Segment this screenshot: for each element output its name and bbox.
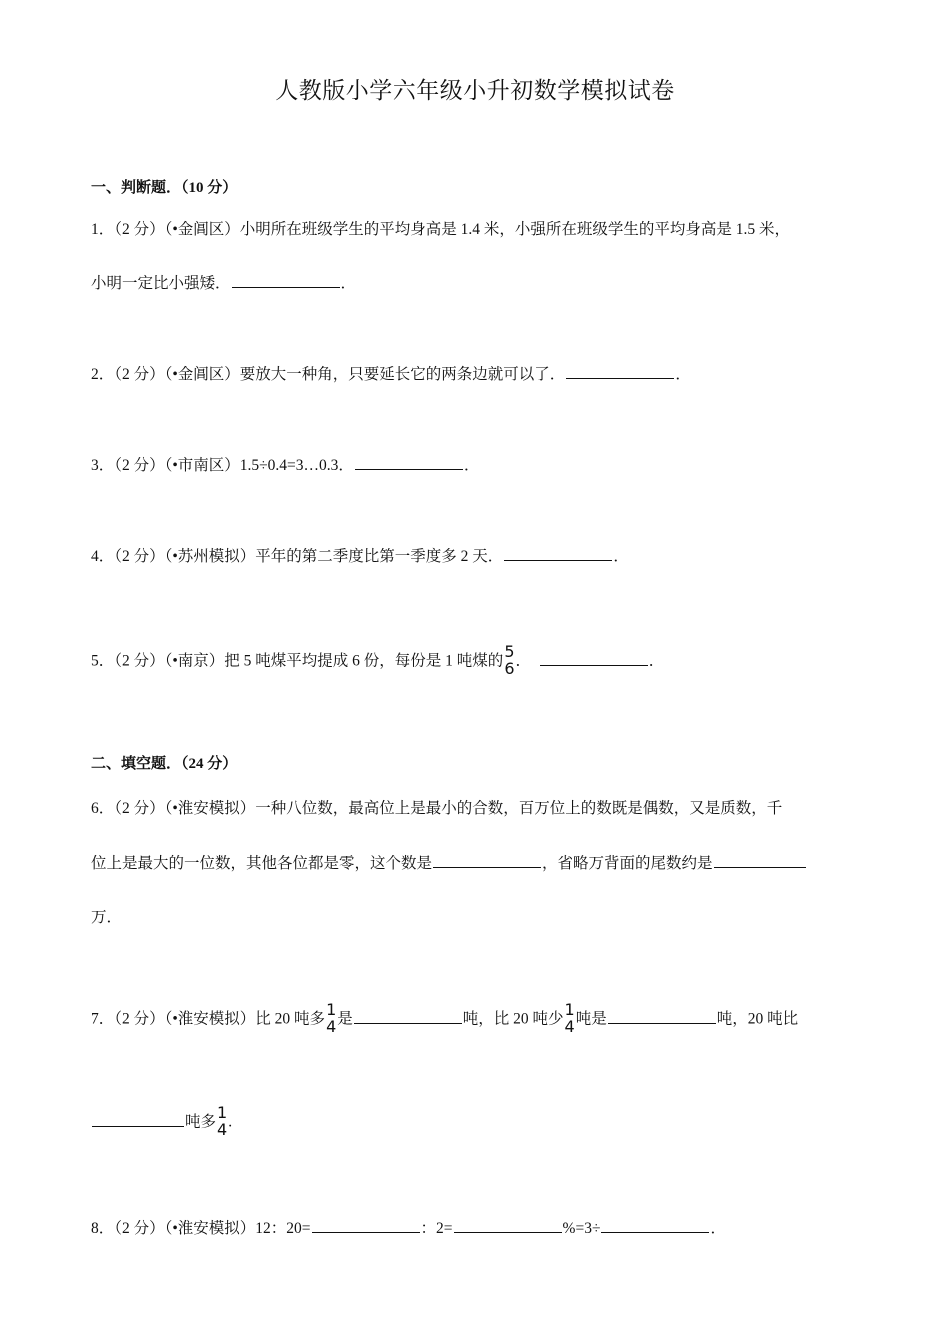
- punctuation: .: [228, 1113, 233, 1131]
- punctuation: ．: [515, 652, 532, 670]
- question-1-line-1: 1．（2 分）（•金阊区）小明所在班级学生的平均身高是 1.4 米，小强所在班级学生的平均身高是 1.5 米，: [91, 221, 791, 238]
- question-7-text: 7．（2 分）（•淮安模拟）比 20 吨多: [91, 1010, 326, 1028]
- answer-blank[interactable]: [504, 546, 612, 561]
- answer-blank[interactable]: [454, 1218, 562, 1233]
- question-7-text: 吨是: [575, 1010, 607, 1028]
- fraction-numerator: 1: [564, 1000, 575, 1019]
- answer-blank[interactable]: [312, 1218, 420, 1233]
- answer-blank[interactable]: [714, 853, 806, 868]
- fraction-denominator: 4: [564, 1017, 575, 1036]
- question-6-line-2: [91, 853, 807, 875]
- fraction-numerator: 1: [326, 1000, 337, 1019]
- answer-blank[interactable]: [608, 1009, 716, 1024]
- question-7-line-1: [91, 1000, 799, 1037]
- answer-blank[interactable]: [433, 853, 541, 868]
- question-4-text: 4．（2 分）（•苏州模拟）平年的第二季度比第一季度多 2 天．: [91, 548, 504, 565]
- punctuation: ．: [463, 457, 480, 474]
- question-8-text: %=3÷: [562, 1220, 601, 1237]
- question-7-text: 是: [337, 1010, 353, 1028]
- question-6-line-3: 万．: [91, 909, 123, 926]
- punctuation: ．: [340, 275, 357, 292]
- answer-blank[interactable]: [92, 1112, 184, 1127]
- question-4: [91, 546, 629, 568]
- question-3-text: 3．（2 分）（•市南区）1.5÷0.4=3…0.3．: [91, 457, 354, 474]
- question-1-text: 小明一定比小强矮．: [91, 275, 231, 292]
- question-6-line-1: 6．（2 分）（•淮安模拟）一种八位数，最高位上是最小的合数，百万位上的数既是偶数，又是质数，千: [91, 800, 783, 817]
- fraction-numerator: 1: [217, 1103, 228, 1122]
- punctuation: ．: [648, 652, 665, 670]
- punctuation: ．: [710, 1220, 726, 1237]
- page-title: 人教版小学六年级小升初数学模拟试卷: [275, 78, 675, 103]
- answer-blank[interactable]: [354, 1009, 462, 1024]
- fraction-denominator: 6: [504, 659, 515, 678]
- question-3: [91, 455, 479, 477]
- section-heading-fill-in: 二、填空题．（24 分）: [91, 756, 238, 772]
- answer-blank[interactable]: [566, 364, 674, 379]
- question-6-text: ，省略万背面的尾数约是: [542, 855, 713, 872]
- question-2-text: 2．（2 分）（•金阊区）要放大一种角，只要延长它的两条边就可以了．: [91, 366, 566, 383]
- question-7-text: 吨，20 吨比: [716, 1010, 799, 1028]
- section-heading-judgment: 一、判断题．（10 分）: [91, 180, 238, 196]
- answer-blank[interactable]: [540, 651, 648, 666]
- fraction-numerator: 5: [504, 642, 515, 661]
- fraction-denominator: 4: [217, 1120, 228, 1139]
- question-7-text: 吨多: [185, 1113, 217, 1131]
- question-7-line-2: [91, 1103, 233, 1140]
- question-5-text: 5．（2 分）（•南京）把 5 吨煤平均提成 6 份，每份是 1 吨煤的: [91, 652, 504, 670]
- question-2: [91, 364, 691, 386]
- punctuation: ．: [675, 366, 691, 383]
- question-8: [91, 1218, 726, 1240]
- question-6-text: 位上是最大的一位数，其他各位都是零，这个数是: [91, 855, 433, 872]
- fraction-denominator: 4: [326, 1017, 337, 1036]
- question-8-text: 8．（2 分）（•淮安模拟）12：20=: [91, 1220, 311, 1237]
- fraction: [326, 1001, 336, 1035]
- answer-blank[interactable]: [601, 1218, 709, 1233]
- question-7-text: 吨，比 20 吨少: [462, 1010, 564, 1028]
- answer-blank[interactable]: [232, 273, 340, 288]
- question-8-text: ：2=: [420, 1220, 453, 1237]
- fraction: [565, 1001, 575, 1035]
- question-5: [91, 642, 665, 679]
- question-1-line-2: [91, 273, 356, 295]
- answer-blank[interactable]: [355, 455, 463, 470]
- fraction: [217, 1104, 227, 1138]
- fraction: [504, 643, 514, 677]
- punctuation: ．: [613, 548, 629, 565]
